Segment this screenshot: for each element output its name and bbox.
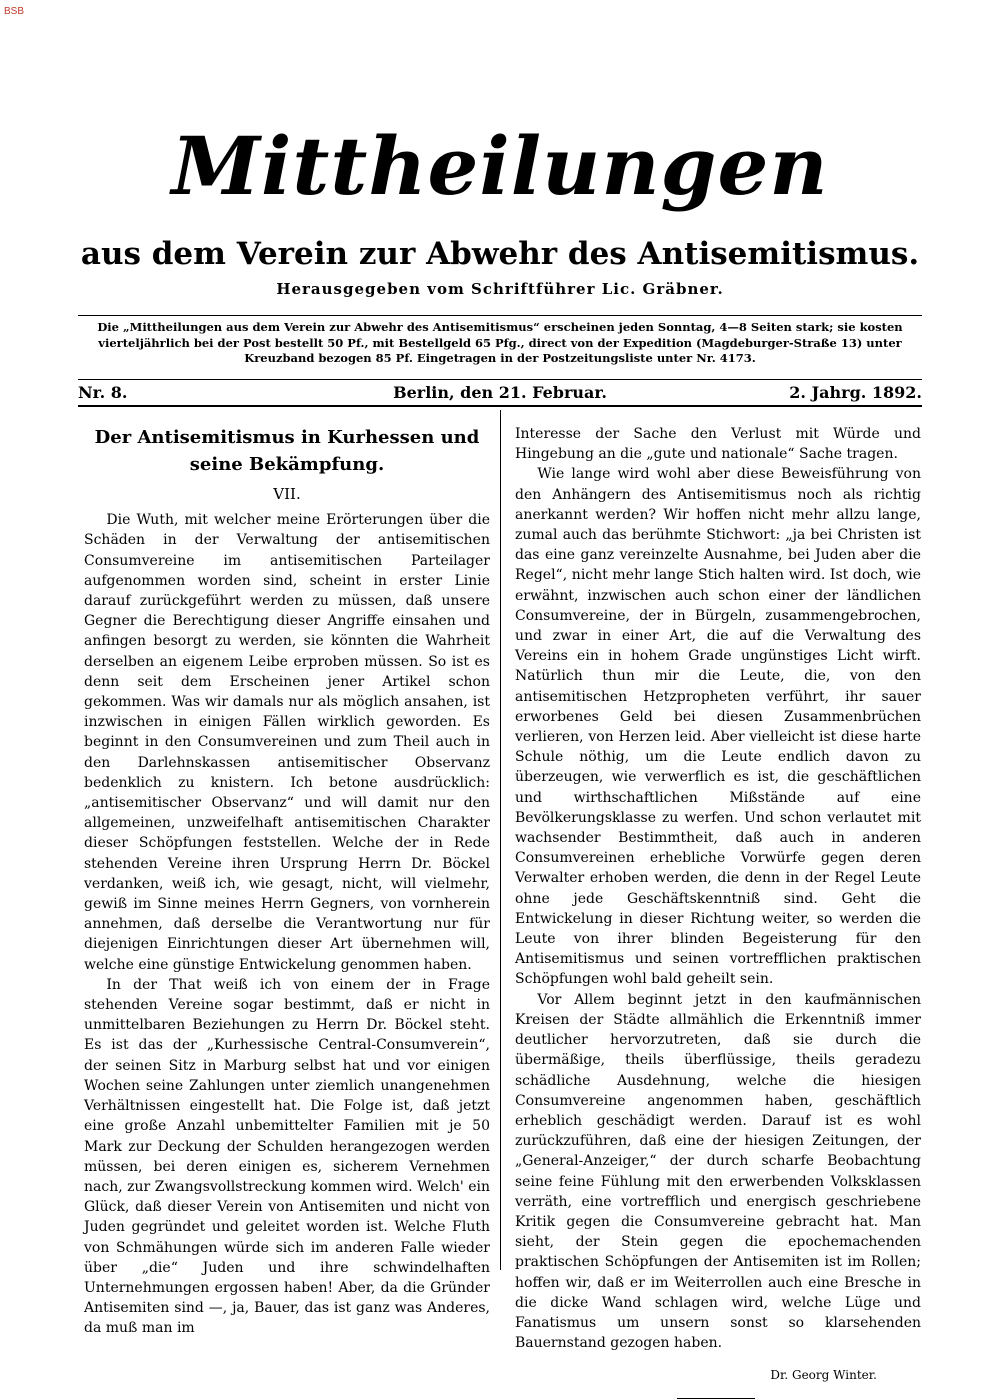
dateline (78, 383, 922, 403)
left-column (84, 424, 490, 1339)
masthead-editor: Herausgegeben vom Schriftführer Lic. Gräbner. (276, 280, 724, 298)
divider-rule (78, 315, 922, 316)
column-divider (500, 410, 501, 1270)
end-rule (677, 1398, 755, 1399)
subscription-notice: Die „Mittheilungen aus dem Verein zur Abwehr des Antisemitismus“ erscheinen jeden Sonntag, 4—8 Seiten stark; sie kosten vierteljährlich bei der Post bestellt 50 Pf., mit Bestellgeld 65 Pfg., direct von der Expedition (Magdeburger-Straße 13) unter Kreuzband bezogen 85 Pf. Eingetragen in der Postzeitungsliste unter Nr. 4173. (97, 320, 903, 365)
masthead-title: Mittheilungen (171, 119, 829, 213)
paragraph: Vor Allem beginnt jetzt in den kaufmännischen Kreisen der Städte allmählich die Erkenntniß immer deutlicher hervorzutreten, daß sie durch die übermäßige, theils überflüssige, theils geradezu schädliche Ausdehnung, welche die hiesigen Consumvereine angenommen haben, geschäftlich erheblich geschädigt werden. Darauf ist es wohl zurückzuführen, daß eine der hiesigen Zeitungen, der „General-Anzeiger,“ der durch scharfe Beobachtung seine feine Fühlung mit den erwerbenden Volksklassen verräth, eine vortrefflich und energisch geschriebene Kritik gegen die Consumvereine gebracht hat. Man sieht, der Stein gegen die epochemachenden praktischen Schöpfungen der Antisemiten ist im Rollen; hoffen wir, daß er im Weiterrollen auch eine Bresche in die dicke Wand schlagen wird, welche Lüge und Fanatismus um unsern sonst so klarsehenden Bauernstand gezogen haben. (515, 991, 921, 1352)
divider-rule (78, 405, 922, 407)
library-mark: BSB (4, 6, 25, 17)
paragraph: In der That weiß ich von einem der in Frage stehenden Vereine sogar bestimmt, daß er nicht in unmittelbaren Beziehungen zu Herrn Dr. Böckel steht. Es ist das der „Kurhessische Central-Consumverein“, der seinen Sitz in Marburg selbst hat und vor einigen Wochen seine Zahlungen unter ziemlich unangenehmen Verhältnissen eingestellt hat. Die Folge ist, daß jetzt eine große Anzahl unbemittelter Familien mit je 50 Mark zur Deckung der Schulden herangezogen werden müssen, bei deren einigen es, sicherem Vernehmen nach, zur Zwangsvollstreckung kommen wird. Welch' ein Glück, daß dieser Verein von Antisemiten und nicht von Juden gegründet und geleitet worden ist. Welche Fluth von Schmähungen würde sich im anderen Falle wieder über „die“ Juden und ihre schwindelhaften Unternehmungen ergossen haben! Aber, da die Gründer Antisemiten sind —, ja, Bauer, das ist ganz was Anderes, da muß man im (84, 976, 490, 1337)
volume-year: 2. Jahrg. 1892. (789, 383, 922, 402)
article-part: VII. (273, 485, 301, 503)
article-title: Der Antisemitismus in Kurhessen und seine Bekämpfung. (94, 427, 480, 475)
paragraph: Wie lange wird wohl aber diese Beweisführung von den Anhängern des Antisemitismus noch als richtig anerkannt werden? Wir hoffen nicht mehr allzu lange, zumal auch das berühmte Stichwort: „ja bei Christen ist das eine ganz vereinzelte Ausnahme, bei Juden aber die Regel“, nicht mehr lange Stich halten wird. Ist doch, wie erwähnt, inzwischen auch schon einer der ländlichen Consumvereine, der in Bürgeln, zusammengebrochen, und zwar in einer Art, die auf die Verwaltung des Vereins ein in hohem Grade ungünstiges Licht wirft. Natürlich thun mir die Leute, die, von den antisemitischen Hetzpropheten verführt, ihr sauer erworbenes Geld bei diesen Zusammenbrüchen verlieren, von Herzen leid. Aber vielleicht ist diese harte Schule nöthig, um die Leute endlich davon zu überzeugen, wie verwerflich es ist, die geschäftlichen und wirthschaftlichen Mißstände auf eine Bevölkerungsklasse zu werfen. Und schon verlautet mit wachsender Bestimmtheit, daß auch in anderen Consumvereinen erhebliche Vorwürfe gegen deren Verwalter erhoben werden, die denn in der Regel Leute ohne jede Geschäftskenntniß sind. Geht die Entwickelung in dieser Richtung weiter, so werden die Leute von ihrer blinden Begeisterung für den Antisemitismus und seinen vortrefflichen praktischen Schöpfungen wohl bald geheilt sein. (515, 466, 921, 988)
issue-number: Nr. 8. (78, 383, 128, 402)
right-column (515, 424, 921, 1399)
place-date: Berlin, den 21. Februar. (393, 383, 607, 402)
divider-rule (78, 379, 922, 380)
paragraph-continuation: Interesse der Sache den Verlust mit Würde und Hingebung an die „gute und nationale“ Sache tragen. (515, 426, 921, 463)
paragraph: Die Wuth, mit welcher meine Erörterungen über die Schäden in der Verwaltung der antisemitischen Consumvereine im antisemitischen Parteilager aufgenommen worden sind, scheint in erster Linie darauf zurückgeführt werden zu müssen, daß unsere Gegner die Berechtigung dieser Angriffe einsahen und anfingen besorgt zu werden, sie könnten die Wahrheit derselben an eigenem Leibe erproben müssen. So ist es denn seit dem Erscheinen jener Artikel schon gekommen. Was wir damals nur als möglich ansahen, ist inzwischen in einigen Fällen wirklich geworden. Es beginnt in den Consumvereinen und zum Theil auch in den Darlehnskassen antisemitischer Observanz bedenklich zu knistern. Ich betone ausdrücklich: „antisemitischer Observanz“ und will damit nur den allgemeinen, unzweifelhaft antisemitischen Charakter dieser Schöpfungen feststellen. Welche der in Rede stehenden Vereine ihren Ursprung Herrn Dr. Böckel verdanken, weiß ich, wie gesagt, nicht, will vielmehr, gewiß im Sinne meines Herrn Gegners, von vornherein annehmen, daß derselbe die Verantwortung nur für diejenigen Einrichtungen dieser Art übernehmen will, welche eine günstige Entwickelung genommen haben. (84, 512, 490, 973)
masthead-subtitle: aus dem Verein zur Abwehr des Antisemitismus. (80, 236, 920, 272)
author-signature: Dr. Georg Winter. (770, 1368, 877, 1383)
